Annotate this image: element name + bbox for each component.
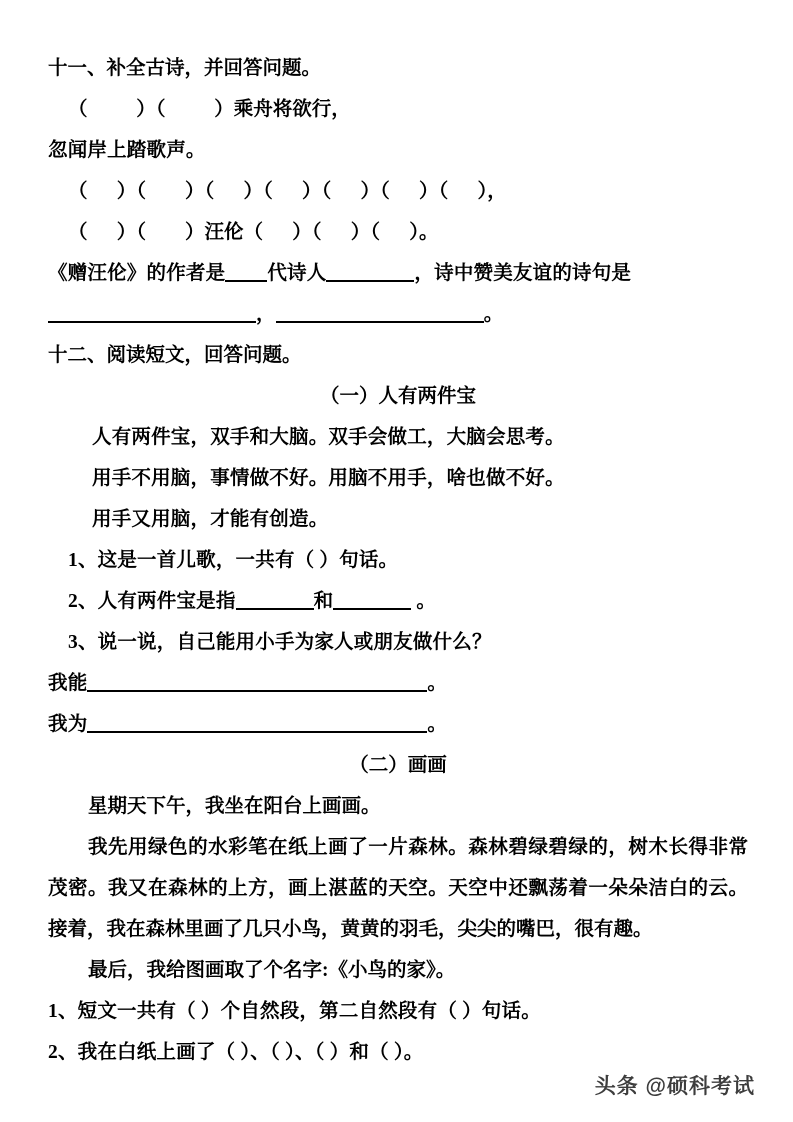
passage-one-body-line-3: 用手又用脑，才能有创造。 — [92, 509, 329, 530]
question-text: 这是一首儿歌，一共有（ ）句话。 — [97, 550, 399, 571]
poem-line-2: 忽闻岸上踏歌声。 — [48, 140, 206, 161]
poem-line-1: （ ）（ ）乘舟将欲行， — [68, 99, 351, 120]
answer-label: 我能 — [48, 673, 88, 694]
answer-label: 我为 — [48, 714, 88, 735]
poem-author-question — [48, 253, 748, 294]
passage-one-question-3 — [48, 622, 748, 663]
question-number: 3、 — [68, 632, 98, 653]
question-text: 说一说，自己能用小手为家人或朋友做什么？ — [97, 632, 492, 653]
question-text: 我在白纸上画了（ ）、（ ）、（ ）和（ ）。 — [77, 1042, 424, 1063]
question-number: 2、 — [68, 591, 98, 612]
poem-question-prefix: 《赠汪伦》的作者是 — [48, 263, 226, 284]
poem-blank-row-1: （ ）（ ）（ ）（ ）（ ）（ ）（ ）， — [68, 181, 507, 202]
blank-verse-1[interactable] — [48, 304, 256, 323]
poem-question-mid: 代诗人 — [267, 263, 327, 284]
poem-answer-row — [48, 294, 748, 335]
answer-period: 。 — [483, 304, 504, 325]
passage-two-body-paragraph-1: 星期天下午，我坐在阳台上画画。 — [88, 796, 381, 817]
blank-treasure-2[interactable] — [333, 591, 411, 610]
passage-one-body-line-1: 人有两件宝，双手和大脑。双手会做工，大脑会思考。 — [92, 427, 565, 448]
passage-two-question-2 — [48, 1032, 748, 1073]
question-number: 1、 — [48, 1001, 78, 1022]
poem-question-suffix: ，诗中赞美友谊的诗句是 — [414, 263, 632, 284]
section-12-heading: 十二、阅读短文，回答问题。 — [48, 345, 302, 366]
passage-two-body-paragraph-2: 我先用绿色的水彩笔在纸上画了一片森林。森林碧绿碧绿的，树木长得非常茂密。我又在森林的上方，画上湛蓝的天空。天空中还飘荡着一朵朵洁白的云。接着，我在森林里画了几只小鸟，黄黄的羽毛，尖尖的嘴巴，很有趣。 — [48, 837, 748, 940]
question-number: 1、 — [68, 550, 98, 571]
blank-answer-can[interactable] — [87, 673, 427, 692]
question-text-prefix: 人有两件宝是指 — [97, 591, 236, 612]
blank-dynasty[interactable] — [225, 263, 267, 282]
passage-one-answer-line-2 — [48, 704, 748, 745]
poem-blank-row-2: （ ）（ ）汪伦（ ）（ ）（ ）。 — [68, 222, 439, 243]
blank-verse-2[interactable] — [276, 304, 484, 323]
question-text: 短文一共有（ ）个自然段，第二自然段有（ ）句话。 — [77, 1001, 541, 1022]
watermark-toutiao: 头条 @硕科考试 — [594, 1075, 755, 1098]
answer-tail: 。 — [427, 714, 448, 735]
question-text-suffix: 。 — [411, 591, 437, 612]
passage-two-title: （二）画画 — [349, 755, 447, 776]
question-text-mid: 和 — [313, 591, 334, 612]
passage-two-question-1 — [48, 991, 748, 1032]
blank-treasure-1[interactable] — [236, 591, 314, 610]
passage-two-body-paragraph-3: 最后，我给图画取了个名字:《小鸟的家》。 — [88, 960, 456, 981]
passage-one-question-2 — [48, 581, 748, 622]
passage-one-title: （一）人有两件宝 — [319, 386, 476, 407]
blank-poet-name[interactable] — [326, 263, 414, 282]
passage-one-question-1 — [48, 540, 748, 581]
passage-one-body-line-2: 用手不用脑，事情做不好。用脑不用手，啥也做不好。 — [92, 468, 565, 489]
answer-comma: ， — [256, 304, 276, 325]
answer-tail: 。 — [427, 673, 448, 694]
worksheet-content — [48, 48, 748, 1073]
blank-answer-for[interactable] — [87, 714, 427, 733]
question-number: 2、 — [48, 1042, 78, 1063]
passage-one-answer-line-1 — [48, 663, 748, 704]
section-11-heading: 十一、补全古诗，并回答问题。 — [48, 58, 322, 79]
